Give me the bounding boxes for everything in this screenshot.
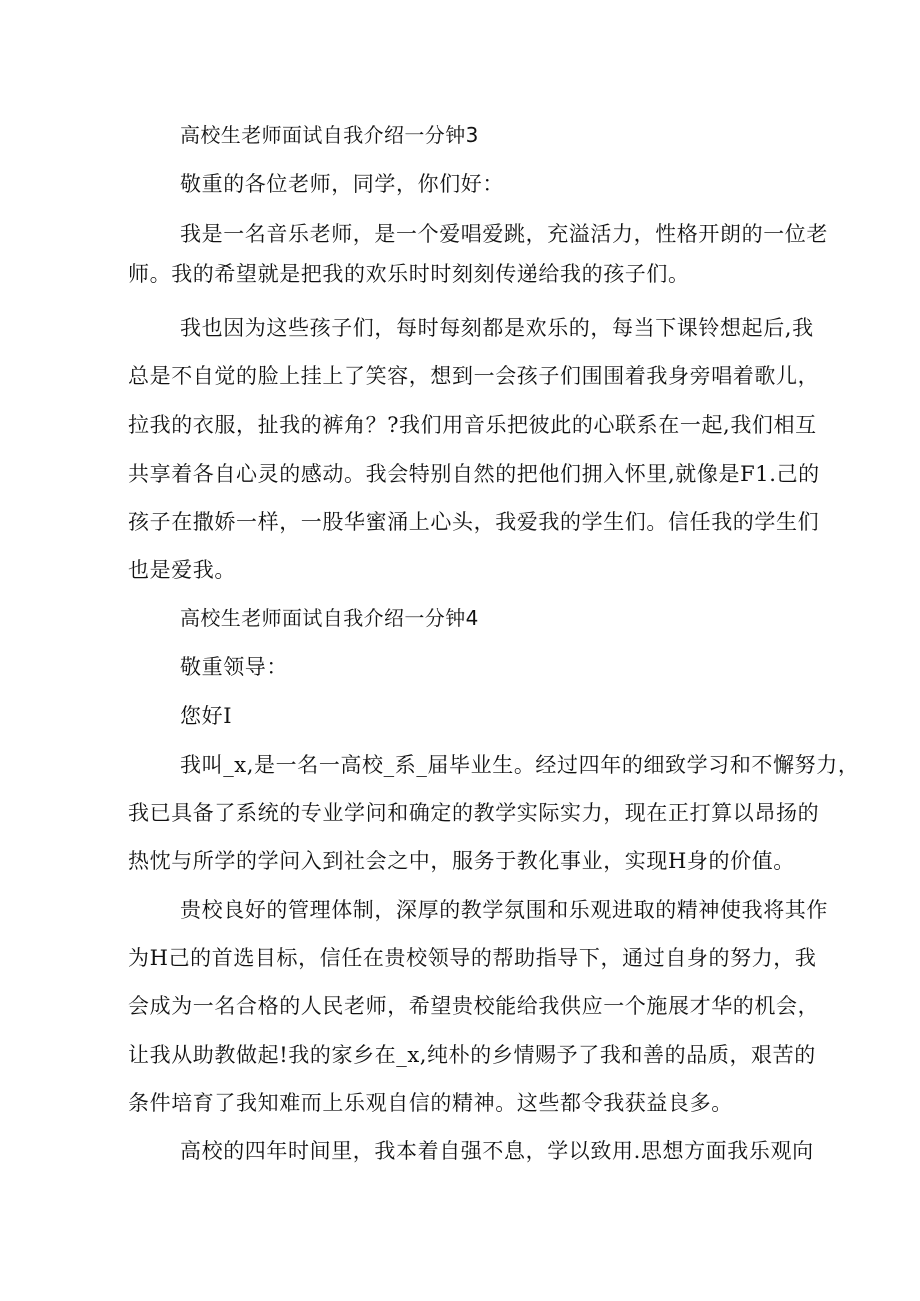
paragraph-line: 条件培育了我知难而上乐观自信的精神。这些都令我获益良多。	[128, 1091, 733, 1115]
section-3-heading: 高校生老师面试自我介绍一分钟3	[180, 123, 479, 147]
paragraph-line: 热忱与所学的学问入到社会之中，服务于教化事业，实现H身的价值。	[128, 849, 795, 873]
paragraph-line: 孩子在撒娇一样，一股华蜜涌上心头，我爱我的学生们。信任我的学生们	[128, 510, 820, 534]
paragraph-line: 共享着各自心灵的感动。我会特别自然的把他们拥入怀里,就像是F1.己的	[128, 462, 820, 486]
section-4-heading: 高校生老师面试自我介绍一分钟4	[180, 606, 479, 630]
section-4-hello: 您好I	[180, 704, 233, 728]
paragraph-line: 我已具备了系统的专业学问和确定的教学实际实力，现在正打算以昂扬的	[128, 801, 820, 825]
paragraph-line: 我是一名音乐老师，是一个爱唱爱跳，充溢活力，性格开朗的一位老	[180, 222, 828, 246]
paragraph-line: 我叫_x,是一名一高校_系_届毕业生。经过四年的细致学习和不懈努力，	[180, 753, 860, 777]
paragraph-line: 师。我的希望就是把我的欢乐时时刻刻传递给我的孩子们。	[128, 262, 690, 286]
section-3-greeting: 敬重的各位老师，同学，你们好：	[180, 172, 504, 196]
paragraph-line: 为H己的首选目标，信任在贵校领导的帮助指导下，通过自身的努力，我	[128, 946, 817, 970]
paragraph-line: 会成为一名合格的人民老师，希望贵校能给我供应一个施展才华的机会，	[128, 994, 820, 1018]
paragraph-line: 总是不自觉的脸上挂上了笑容，想到一会孩子们围围着我身旁唱着歌儿，	[128, 364, 820, 388]
paragraph-line: 让我从助教做起!我的家乡在_x,纯朴的乡情赐予了我和善的品质，艰苦的	[128, 1043, 816, 1067]
paragraph-line: 贵校良好的管理体制，深厚的教学氛围和乐观进取的精神使我将其作	[180, 898, 828, 922]
section-4-greeting: 敬重领导：	[180, 655, 288, 679]
paragraph-line: 高校的四年时间里，我本着自强不息，学以致用.思想方面我乐观向	[180, 1139, 814, 1163]
paragraph-line: 我也因为这些孩子们，每时每刻都是欢乐的，每当下课铃想起后,我	[180, 316, 814, 340]
paragraph-line: 也是爱我。	[128, 558, 236, 582]
paragraph-line: 拉我的衣服，扯我的裤角？?我们用音乐把彼此的心联系在一起,我们相互	[128, 413, 817, 437]
